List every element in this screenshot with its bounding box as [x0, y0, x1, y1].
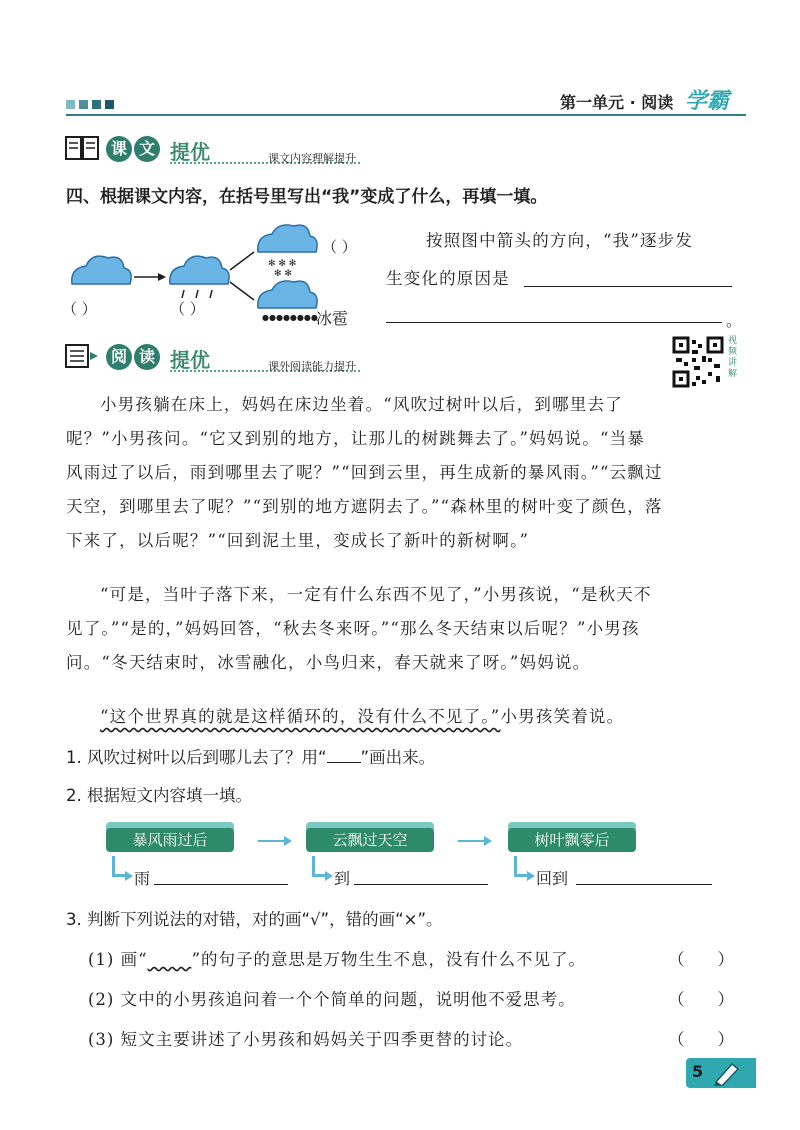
- q3: 3. 判断下列说法的对错，对的画“√”，错的画“×”。: [66, 910, 443, 929]
- section1-badge-2: 文: [134, 136, 160, 162]
- flow-answer-1[interactable]: [154, 884, 288, 885]
- section2-badge-2: 读: [134, 344, 160, 370]
- q3-answer-1[interactable]: （ ）: [668, 950, 734, 969]
- q3-item-2: (2) 文中的小男孩追问着一个个简单的问题，说明他不爱思考。: [88, 990, 576, 1009]
- brand-logo: 学霸: [685, 89, 730, 114]
- book-icon: [64, 134, 100, 162]
- q4-period: 。: [726, 311, 743, 330]
- flow-label-1: 暴风雨过后: [106, 828, 234, 852]
- p2-line-1: “可是，当叶子落下来，一定有什么东西不见了，”小男孩说，“是秋天不: [100, 585, 652, 604]
- flow-box-2: [306, 828, 434, 852]
- p1-line-4: 天空，到哪里去了呢？”“到别的地方遮阴去了。”“森林里的树叶变了颜色，落: [66, 497, 663, 516]
- wavy-underlined-sentence[interactable]: “这个世界真的就是这样循环的，没有什么不见了。”: [100, 707, 501, 726]
- p3-rest: 小男孩笑着说。: [500, 707, 625, 726]
- flow-label-3: 树叶飘零后: [508, 828, 636, 852]
- header-square-2: [79, 100, 88, 109]
- snow-bracket: （ ）: [322, 238, 357, 256]
- q4-title: 四、根据课文内容，在括号里写出“我”变成了什么，再填一填。: [66, 187, 548, 207]
- cloud2-bracket: （ ）: [170, 300, 205, 318]
- section1-subtitle: 课文内容理解提升: [268, 152, 356, 165]
- flow-arrow-2: [458, 840, 490, 842]
- cloud-icon-2: [170, 256, 229, 298]
- arrow-3: [230, 282, 254, 300]
- q1-line-sample: [327, 748, 361, 763]
- p1-line-2: 呢？”小男孩问。“它又到别的地方，让那儿的树跳舞去了。”妈妈说。“当暴: [66, 429, 645, 448]
- header-square-3: [92, 100, 101, 109]
- p2-line-2: 见了。”“是的，”妈妈回答，“秋去冬来呀。”“那么冬天结束以后呢？”小男孩: [66, 619, 640, 638]
- flow-bend-1: [112, 856, 125, 877]
- q4-side-line1: 按照图中箭头的方向，“我”逐步发: [426, 231, 694, 250]
- p2-line-3: 问。“冬天结束时，冰雪融化，小鸟归来，春天就来了呀。”妈妈说。: [66, 653, 591, 672]
- q4-answer-line2[interactable]: [386, 322, 722, 323]
- flow-answer-3[interactable]: [576, 884, 712, 885]
- q4-answer-line1[interactable]: [524, 286, 732, 287]
- qr-label: 视频讲解: [728, 336, 738, 379]
- q1: [66, 744, 435, 768]
- q3-item-1: [88, 946, 586, 970]
- flow-prefix-2: 到: [334, 869, 351, 888]
- section2-title: 提优: [170, 348, 210, 372]
- pencil-icon: [712, 1060, 742, 1086]
- p1-line-1: 小男孩躺在床上，妈妈在床边坐着。“风吹过树叶以后，到哪里去了: [100, 395, 623, 414]
- unit-label: 第一单元 · 阅读: [560, 93, 674, 112]
- section1-badge: 课: [106, 136, 132, 162]
- flow-box-3: [508, 828, 636, 852]
- q3-item-3: (3) 短文主要讲述了小男孩和妈妈关于四季更替的讨论。: [88, 1030, 524, 1049]
- wavy-line-sample: [148, 950, 192, 969]
- snow-cloud-icon: [258, 225, 317, 279]
- passage-p3: [100, 700, 756, 734]
- header-rule: [66, 114, 746, 116]
- section1-title: 提优: [170, 140, 210, 164]
- list-arrow-icon: [64, 342, 100, 370]
- flow-arrow-1: [258, 840, 290, 842]
- flow-bend-3: [514, 856, 527, 877]
- flow-label-2: 云飘过天空: [306, 828, 434, 852]
- header-square-1: [66, 100, 75, 109]
- flow-box-1: [106, 828, 234, 852]
- arrow-2: [230, 252, 254, 270]
- passage-p1: [66, 388, 756, 558]
- section2-badge: 阅: [106, 344, 132, 370]
- q3-answer-3[interactable]: （ ）: [668, 1030, 734, 1049]
- q1-text-b: ”画出来。: [360, 748, 436, 767]
- svg-text:✻ ✻ ✻: ✻ ✻ ✻: [268, 259, 297, 269]
- q3-answer-2[interactable]: （ ）: [668, 990, 734, 1009]
- svg-text:✻ ✻: ✻ ✻: [274, 269, 292, 279]
- flow-answer-2[interactable]: [354, 884, 488, 885]
- q4-side-line2: 生变化的原因是: [386, 269, 510, 288]
- hail-cloud-icon: [258, 281, 318, 322]
- page-number: 5: [692, 1062, 704, 1081]
- q3-item-1-a: (1) 画“: [88, 950, 148, 969]
- flow-bend-2: [312, 856, 325, 877]
- header-squares: [66, 100, 114, 109]
- p1-line-5: 下来了，以后呢？”“回到泥土里，变成长了新叶的新树啊。”: [66, 531, 530, 550]
- q3-item-1-b: ”的句子的意思是万物生生不息，没有什么不见了。: [191, 950, 586, 969]
- header-square-4: [105, 100, 114, 109]
- qr-code-icon[interactable]: [672, 336, 724, 388]
- svg-text:●●●●●●●●: ●●●●●●●●: [262, 313, 318, 322]
- flow-prefix-3: 回到: [536, 869, 569, 888]
- q2: 2. 根据短文内容填一填。: [66, 786, 252, 805]
- p1-line-3: 风雨过了以后，雨到哪里去了呢？”“回到云里，再生成新的暴风雨。”“云飘过: [66, 463, 663, 482]
- q1-text-a: 1. 风吹过树叶以后到哪儿去了？用“: [66, 748, 327, 767]
- passage-p2: [66, 578, 756, 680]
- section2-subtitle: 课外阅读能力提升: [268, 360, 356, 373]
- cloud1-bracket: （ ）: [62, 300, 97, 318]
- hail-label: 冰雹: [316, 309, 349, 328]
- cloud-icon-1: [72, 256, 131, 284]
- flow-prefix-1: 雨: [134, 869, 151, 888]
